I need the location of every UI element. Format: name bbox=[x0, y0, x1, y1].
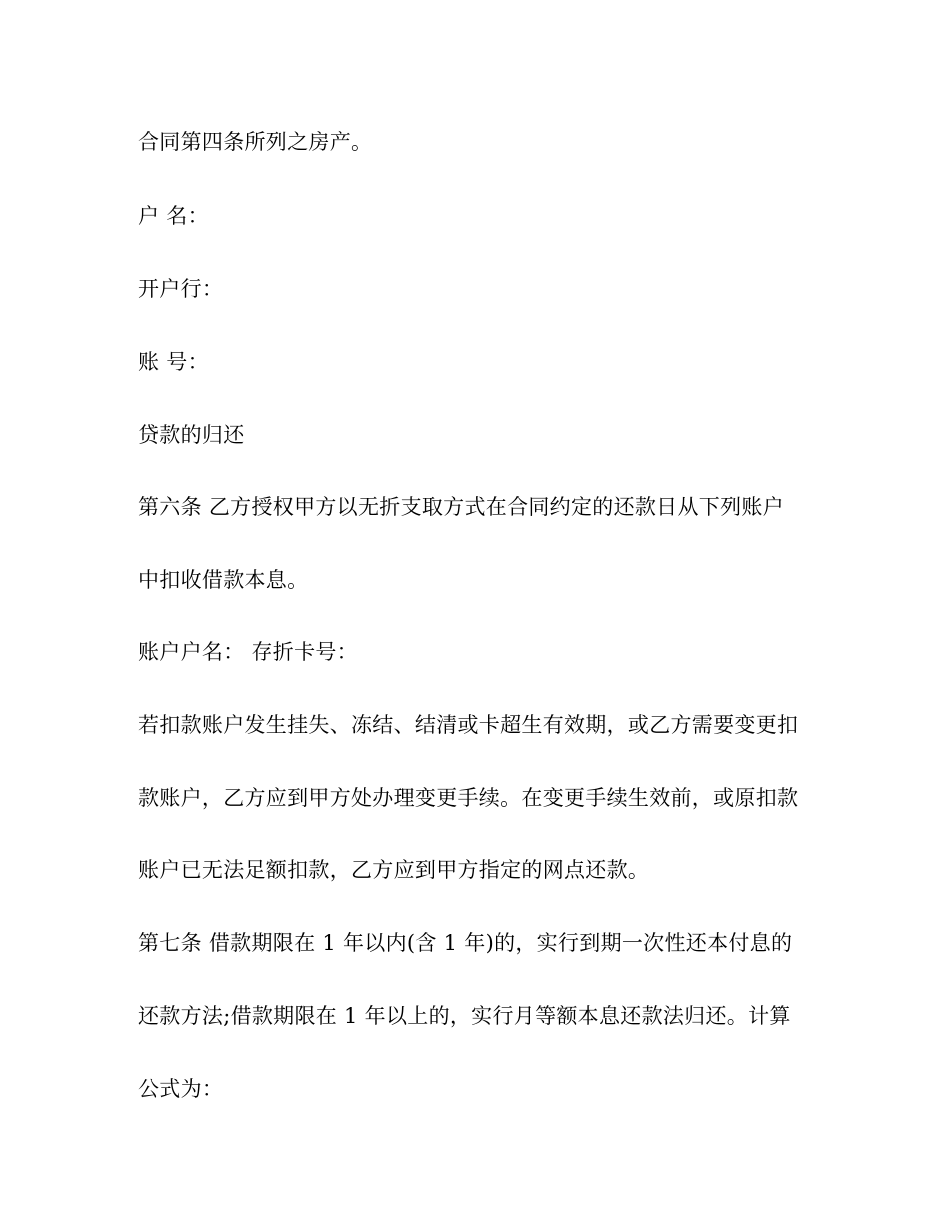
paragraph-account-change-line-1: 若扣款账户发生挂失、冻结、结清或卡超生有效期，或乙方需要变更扣 bbox=[138, 713, 799, 737]
paragraph-account-change-line-3: 账户已无法足额扣款，乙方应到甲方指定的网点还款。 bbox=[138, 858, 650, 882]
text-line-opening-bank: 开户行： bbox=[138, 277, 224, 301]
article-six-line-1: 第六条 乙方授权甲方以无折支取方式在合同约定的还款日从下列账户 bbox=[138, 495, 784, 519]
article-six-line-2: 中扣收借款本息。 bbox=[138, 568, 309, 592]
article-seven-line-2: 还款方法;借款期限在 1 年以上的，实行月等额本息还款法归还。计算 bbox=[138, 1004, 791, 1028]
text-line-account-number: 账 号： bbox=[138, 350, 209, 374]
section-heading-loan-repayment: 贷款的归还 bbox=[138, 423, 245, 447]
paragraph-account-change-line-2: 款账户，乙方应到甲方处办理变更手续。在变更手续生效前，或原扣款 bbox=[138, 786, 799, 810]
text-line-account-name: 户 名： bbox=[138, 204, 209, 228]
text-line-property-reference: 合同第四条所列之房产。 bbox=[138, 130, 373, 154]
article-seven-line-3: 公式为： bbox=[138, 1077, 224, 1101]
text-line-passbook-card: 账户户名： 存折卡号： bbox=[138, 640, 358, 664]
article-seven-line-1: 第七条 借款期限在 1 年以内(含 1 年)的，实行到期一次性还本付息的 bbox=[138, 931, 793, 955]
